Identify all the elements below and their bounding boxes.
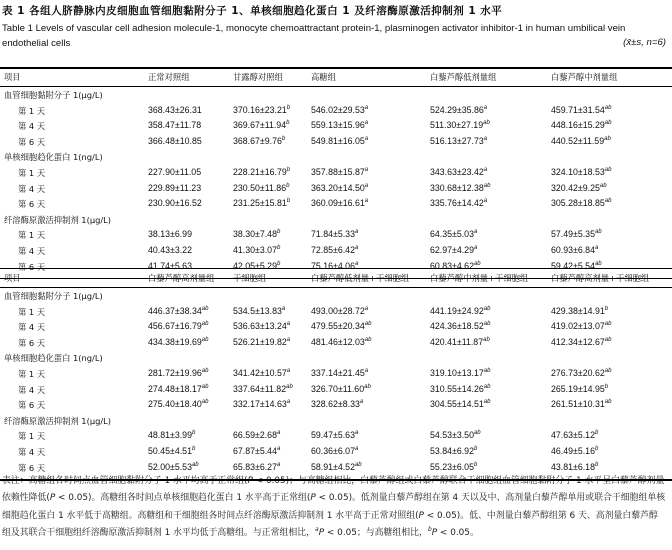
significance-mark: ab: [483, 336, 490, 343]
group-label: 血管细胞黏附分子 1(μg/L): [4, 291, 103, 301]
significance-mark: ab: [594, 260, 602, 267]
significance-mark: ab: [364, 383, 371, 390]
significance-mark: a: [364, 182, 369, 189]
significance-mark: b: [286, 104, 291, 111]
significance-mark: ab: [483, 399, 491, 406]
table-row: [0, 368, 672, 384]
table-cell: 366.48±10.85: [148, 135, 202, 146]
significance-mark: ab: [594, 229, 602, 236]
significance-mark: ab: [201, 383, 209, 390]
table-cell: 66.59±2.68$^a$: [233, 430, 281, 441]
table-cell: 304.55±14.51$^{ab}$: [430, 399, 491, 410]
table-cell: 276.73±20.62$^{ab}$: [551, 368, 612, 378]
table-group-row: [0, 352, 672, 368]
significance-mark: b: [286, 120, 290, 127]
table-cell: 559.13±15.96$^a$: [311, 120, 369, 131]
table-cell: 479.55±20.34$^{ab}$: [311, 321, 372, 332]
row-day-label: 第 6 天: [18, 136, 46, 147]
significance-mark: ab: [364, 321, 372, 328]
significance-mark: b: [281, 135, 286, 142]
significance-mark: b: [276, 245, 281, 252]
table-cell: 511.30±27.19$^{ab}$: [430, 120, 490, 131]
table-row: [0, 229, 672, 245]
column-header: 甘露醇对照组: [233, 72, 283, 82]
row-day-label: 第 1 天: [18, 431, 46, 442]
row-day-label: 第 4 天: [18, 322, 46, 333]
table-cell: 337.64±11.82$^{ab}$: [233, 383, 293, 394]
significance-mark: ab: [354, 461, 362, 468]
significance-mark: ab: [483, 182, 491, 189]
significance-mark: a: [276, 430, 281, 437]
group-label: 单核细胞趋化蛋白 1(ng/L): [4, 152, 103, 163]
significance-mark: a: [354, 260, 359, 267]
table-cell: 368.67±9.76$^b$: [233, 135, 286, 146]
row-day-label: 第 4 天: [18, 384, 46, 395]
table-cell: 261.51±10.31$^{ab}$: [551, 399, 612, 410]
table-cell: 369.67±11.94$^b$: [233, 120, 290, 131]
table-cell: 46.49±5.16$^b$: [551, 446, 599, 456]
significance-mark: ab: [201, 368, 209, 375]
significance-mark: a: [354, 245, 359, 252]
table-cell: 52.00±5.53$^{ab}$: [148, 461, 199, 472]
row-day-label: 第 6 天: [18, 199, 46, 210]
significance-mark: ab: [604, 321, 612, 328]
table-cell: 330.68±12.38$^{ab}$: [430, 182, 491, 193]
column-header: 高糖组: [311, 72, 336, 82]
table-cell: 324.10±18.53$^{ab}$: [551, 167, 612, 177]
stat-note: (x̄±s, n=6): [623, 37, 666, 48]
table-cell: 40.43±3.22: [148, 245, 192, 255]
significance-mark: a: [276, 446, 281, 453]
significance-mark: ab: [201, 336, 209, 343]
table-cell: 358.47±11.78: [148, 120, 202, 131]
significance-mark: ab: [604, 336, 612, 343]
table-cell: 332.17±14.63$^a$: [233, 399, 291, 410]
row-day-label: 第 6 天: [18, 400, 46, 411]
table-title-en: Table 1 Levels of vascular cell adhesion molecule-1, monocyte chemoattractant protein-1, plasminogen activator inhibitor-1 in human umbilical vein endothelial cells: [2, 23, 626, 49]
row-day-label: 第 1 天: [18, 306, 46, 317]
table-cell: 265.19±14.95$^b$: [551, 383, 609, 394]
table-cell: 337.14±21.45$^a$: [311, 368, 369, 378]
table-cell: 228.21±16.79$^b$: [233, 167, 291, 177]
table-row: [0, 120, 672, 136]
significance-mark: ab: [286, 383, 293, 390]
significance-mark: a: [364, 167, 369, 174]
table-header-rule: [0, 287, 672, 288]
table-cell: 434.38±19.69$^{ab}$: [148, 336, 209, 347]
significance-mark: b: [594, 461, 599, 468]
significance-mark: a: [359, 399, 364, 406]
table-group-row: [0, 151, 672, 167]
table-cell: 524.29±35.86$^a$: [430, 104, 488, 115]
significance-mark: ab: [483, 321, 491, 328]
table-group-row: [0, 290, 672, 306]
table-cell: 549.81±16.05$^a$: [311, 135, 369, 146]
table-cell: 368.43±26.31: [148, 104, 202, 115]
significance-mark: ab: [473, 260, 481, 267]
table-cell: 424.36±18.52$^{ab}$: [430, 321, 491, 332]
column-header: 白藜芦醇中剂量组: [551, 72, 618, 82]
column-header: 白藜芦醇中剂量+干细胞组: [430, 273, 529, 283]
row-day-label: 第 4 天: [18, 246, 46, 256]
significance-mark: b: [604, 383, 609, 390]
table-cell: 60.93±6.84$^a$: [551, 245, 599, 255]
table-row: [0, 430, 672, 446]
table-cell: 370.16±23.21$^b$: [233, 104, 291, 115]
significance-mark: a: [483, 104, 488, 111]
significance-mark: a: [483, 198, 488, 205]
table-cell: 58.91±4.52$^{ab}$: [311, 461, 362, 472]
significance-mark: a: [354, 430, 359, 437]
table-header-row: [0, 71, 672, 87]
significance-mark: ab: [483, 368, 491, 375]
table-cell: 72.85±6.42$^a$: [311, 245, 359, 255]
significance-mark: ab: [604, 120, 612, 127]
significance-mark: b: [286, 198, 291, 205]
table-cell: 230.90±16.52: [148, 198, 202, 209]
table-cell: 357.88±15.87$^a$: [311, 167, 369, 177]
table-cell: 360.09±16.61$^a$: [311, 198, 369, 209]
column-header: 项目: [4, 273, 21, 283]
significance-mark: b: [191, 430, 196, 437]
table-cell: 47.63±5.12$^b$: [551, 430, 599, 441]
significance-mark: ab: [604, 399, 612, 406]
table-row: [0, 245, 672, 261]
table-cell: 59.47±5.63$^a$: [311, 430, 359, 441]
table-cell: 335.76±14.42$^a$: [430, 198, 488, 209]
table-rule-top: [0, 268, 672, 269]
table-rule-bottom: [0, 479, 672, 481]
table-row: [0, 105, 672, 121]
table-cell: 536.63±13.24$^a$: [233, 321, 291, 332]
significance-mark: a: [594, 245, 599, 252]
column-header: 干细胞组: [233, 273, 267, 283]
table-cell: 429.38±14.91$^b$: [551, 305, 609, 316]
table-row: [0, 136, 672, 152]
table-cell: 67.87±5.44$^a$: [233, 446, 281, 456]
table-block-rule: [0, 278, 672, 279]
table-cell: 481.46±12.03$^{ab}$: [311, 336, 372, 347]
table-cell: 42.05±5.29$^b$: [233, 260, 281, 271]
table-row: [0, 384, 672, 400]
group-label: 纤溶酶原激活抑制剂 1(μg/L): [4, 415, 112, 426]
table-cell: 54.53±3.50$^{ab}$: [430, 430, 481, 441]
significance-mark: ab: [604, 368, 612, 375]
significance-mark: a: [473, 245, 478, 252]
table-cell: 59.42±5.54$^{ab}$: [551, 260, 602, 271]
table-cell: 493.00±28.72$^a$: [311, 305, 369, 316]
table-row: [0, 183, 672, 199]
column-header: 白藜芦醇高剂量组: [148, 273, 215, 283]
table-cell: 71.84±5.33$^a$: [311, 229, 359, 240]
significance-mark: b: [286, 182, 290, 189]
significance-mark: a: [354, 229, 359, 236]
significance-mark: ab: [483, 120, 490, 127]
significance-mark: b: [604, 305, 609, 312]
row-day-label: 第 4 天: [18, 121, 46, 132]
row-day-label: 第 6 天: [18, 337, 46, 348]
table-cell: 65.83±6.27$^a$: [233, 461, 281, 472]
significance-mark: b: [473, 446, 478, 453]
table-footnote: 表注：高糖组各时间点血管细胞黏附分子 1 水平均高于正常组(P < 0.05)；与高糖组相比，白藜芦醇组或白藜芦醇联合干细胞组血管细胞黏附分子 1 水平呈白藜芦醇剂量依赖性降低(P < 0.05)。高糖组各时间点单核细胞趋化蛋白 1 水平高于正常组(P < 0.05)。低剂量白藜芦醇组在第 4 天以及中、高剂量白藜芦醇单用或联合干细胞组单核细胞趋化蛋白 1 水平低于高糖组。高糖组和干细胞组各时间点纤溶酶原激活抑制剂 1 水平高于正常对照组(P < 0.05)。低、中剂量白藜芦醇组第 6 天、高剂量白藜芦醇组及其联合干细胞组纤溶酶原激活抑制剂 1 水平均低于高糖组。与正常组相比，$^a$P < 0.05；与高糖组相比，$^b$P < 0.05。: [2, 476, 666, 539]
table-cell: 60.83±4.62$^{ab}$: [430, 260, 481, 271]
significance-mark: a: [276, 461, 281, 468]
significance-mark: ab: [604, 135, 611, 142]
significance-mark: ab: [191, 461, 199, 468]
row-day-label: 第 4 天: [18, 447, 46, 457]
table-cell: 328.62±8.33$^a$: [311, 399, 364, 410]
significance-mark: ab: [364, 336, 372, 343]
table-cell: 526.21±19.82$^a$: [233, 336, 291, 347]
table-cell: 230.50±11.86$^b$: [233, 182, 290, 193]
table-cell: 60.36±6.07$^a$: [311, 446, 359, 456]
significance-mark: b: [276, 260, 281, 267]
table-header-row: [0, 272, 672, 288]
row-day-label: 第 6 天: [18, 261, 46, 272]
significance-mark: a: [286, 399, 291, 406]
table-cell: 274.48±18.17$^{ab}$: [148, 383, 209, 394]
row-day-label: 第 4 天: [18, 183, 46, 194]
table-cell: 363.20±14.50$^a$: [311, 182, 369, 193]
significance-mark: ab: [604, 104, 612, 111]
significance-mark: a: [483, 135, 488, 142]
significance-mark: a: [364, 368, 369, 375]
significance-mark: ab: [201, 321, 209, 328]
group-label: 纤溶酶原激活抑制剂 1(μg/L): [4, 214, 112, 225]
table-cell: 43.81±6.18$^b$: [551, 461, 599, 472]
column-header: 白藜芦醇高剂量+干细胞组: [551, 273, 650, 283]
table-cell: 305.28±18.85$^{ab}$: [551, 198, 612, 209]
table-cell: 319.10±13.17$^{ab}$: [430, 368, 491, 378]
significance-mark: ab: [473, 430, 481, 437]
significance-mark: a: [281, 305, 286, 312]
table-cell: 448.16±15.29$^{ab}$: [551, 120, 612, 131]
significance-mark: ab: [599, 182, 607, 189]
row-day-label: 第 1 天: [18, 105, 46, 116]
table-cell: 41.30±3.07$^b$: [233, 245, 281, 255]
table-cell: 516.13±27.73$^a$: [430, 135, 488, 146]
table-cell: 62.97±4.29$^a$: [430, 245, 478, 255]
table-cell: 412.34±12.67$^{ab}$: [551, 336, 612, 347]
table-cell: 420.41±11.87$^{ab}$: [430, 336, 490, 347]
table-cell: 64.35±5.03$^a$: [430, 229, 478, 240]
table-row: [0, 198, 672, 214]
table-cell: 534.5±13.83$^a$: [233, 305, 286, 316]
significance-mark: b: [594, 430, 599, 437]
table-group-row: [0, 415, 672, 431]
column-header: 白藜芦醇低剂量组: [430, 72, 497, 82]
row-day-label: 第 1 天: [18, 369, 46, 379]
table-cell: 446.37±38.34$^{ab}$: [148, 305, 209, 316]
table-row: [0, 167, 672, 183]
table-row: [0, 399, 672, 415]
group-label: 血管细胞黏附分子 1(μg/L): [4, 90, 103, 100]
table-cell: 343.63±23.42$^a$: [430, 167, 488, 177]
significance-mark: a: [364, 198, 369, 205]
table-cell: 50.45±4.51$^b$: [148, 446, 196, 456]
table-row: [0, 306, 672, 322]
table-cell: 341.42±10.57$^a$: [233, 368, 291, 378]
significance-mark: b: [286, 167, 291, 174]
table-row: [0, 321, 672, 337]
table-row: [0, 337, 672, 353]
table-cell: 53.84±6.92$^b$: [430, 446, 478, 456]
table-rule-top: [0, 67, 672, 69]
table-cell: 440.52±11.59$^{ab}$: [551, 135, 611, 146]
significance-mark: ab: [201, 399, 209, 406]
significance-mark: b: [191, 446, 196, 453]
column-header: 项目: [4, 72, 21, 82]
table-cell: 38.30±7.48$^b$: [233, 229, 281, 240]
column-header: 白藜芦醇低剂量+干细胞组: [311, 273, 410, 283]
significance-mark: a: [364, 120, 369, 127]
table-cell: 48.81±3.99$^b$: [148, 430, 196, 441]
significance-mark: ab: [604, 167, 612, 174]
table-cell: 310.55±14.26$^{ab}$: [430, 383, 491, 394]
significance-mark: a: [364, 305, 369, 312]
table-cell: 229.89±11.23: [148, 182, 202, 193]
table-group-row: [0, 214, 672, 230]
row-day-label: 第 1 天: [18, 168, 46, 178]
table-cell: 57.49±5.35$^{ab}$: [551, 229, 602, 240]
significance-mark: ab: [483, 383, 491, 390]
significance-mark: a: [286, 336, 291, 343]
table-cell: 459.71±31.54$^{ab}$: [551, 104, 612, 115]
group-label: 单核细胞趋化蛋白 1(ng/L): [4, 353, 103, 364]
row-day-label: 第 6 天: [18, 462, 46, 473]
table-cell: 320.42±9.25$^{ab}$: [551, 182, 607, 193]
table-cell: 441.19±24.92$^{ab}$: [430, 305, 491, 316]
significance-mark: a: [364, 104, 369, 111]
column-header: 正常对照组: [148, 72, 190, 82]
significance-mark: a: [473, 229, 478, 236]
table-cell: 227.90±11.05: [148, 167, 202, 177]
table-cell: 546.02±29.53$^a$: [311, 104, 369, 115]
table-cell: 55.23±6.05$^b$: [430, 461, 478, 472]
table-cell: 38.13±6.99: [148, 229, 192, 240]
significance-mark: b: [594, 446, 599, 453]
table-cell: 456.67±16.79$^{ab}$: [148, 321, 209, 332]
significance-mark: ab: [604, 198, 612, 205]
table-header-rule: [0, 86, 672, 87]
significance-mark: b: [276, 229, 281, 236]
significance-mark: b: [473, 461, 478, 468]
table-cell: 326.70±11.60$^{ab}$: [311, 383, 371, 394]
significance-mark: a: [364, 135, 369, 142]
table-cell: 275.40±18.40$^{ab}$: [148, 399, 209, 410]
significance-mark: ab: [201, 305, 209, 312]
table-cell: 419.02±13.07$^{ab}$: [551, 321, 612, 332]
significance-mark: ab: [483, 305, 491, 312]
table-title-cn: 表 1 各组人脐静脉内皮细胞血管细胞黏附分子 1、单核细胞趋化蛋白 1 及纤溶酶原激活抑制剂 1 水平: [2, 5, 503, 17]
row-day-label: 第 1 天: [18, 230, 46, 241]
table-group-row: [0, 89, 672, 105]
significance-mark: a: [483, 167, 488, 174]
table-cell: 41.74±5.63: [148, 260, 192, 271]
table-cell: 75.16±4.06$^a$: [311, 260, 359, 271]
significance-mark: a: [354, 446, 359, 453]
significance-mark: a: [286, 321, 291, 328]
table-cell: 231.25±15.81$^b$: [233, 198, 291, 209]
significance-mark: a: [286, 368, 291, 375]
table-row: [0, 446, 672, 462]
table-cell: 281.72±19.96$^{ab}$: [148, 368, 209, 378]
